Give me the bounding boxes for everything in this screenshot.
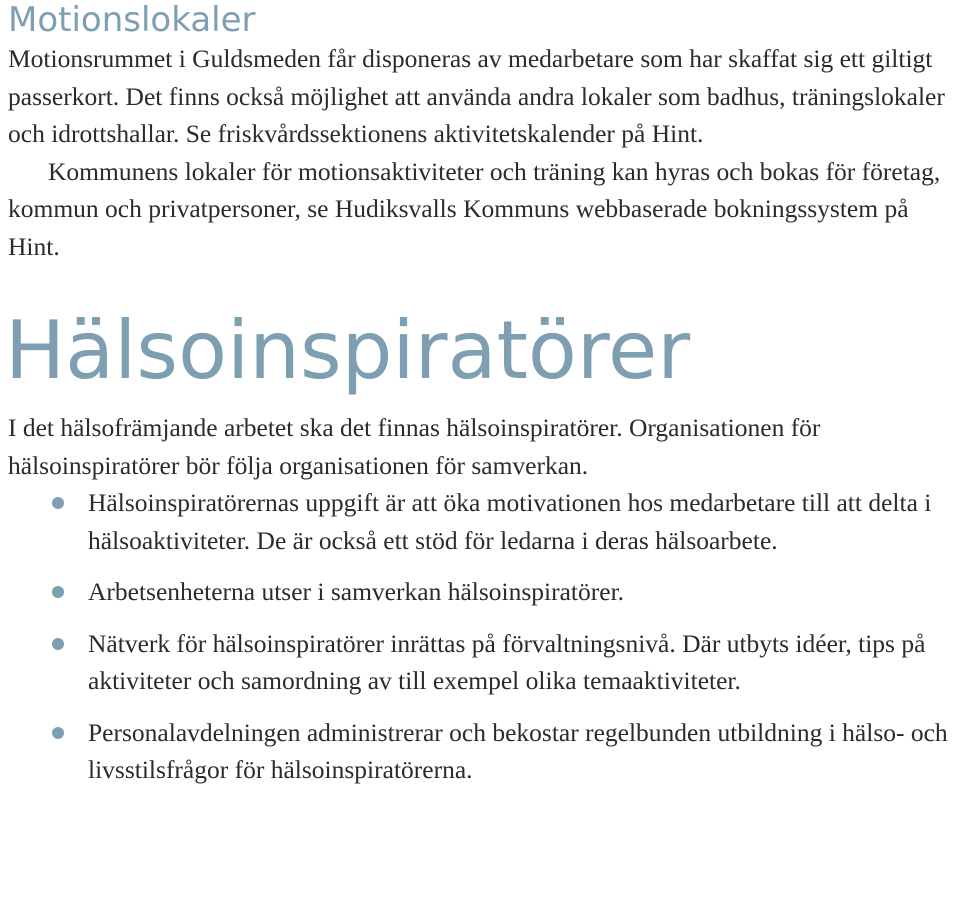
- list-item-text: Nätverk för hälsoinspiratörer inrättas på förvaltningsnivå. Där utbyts idéer, tips på aktiviteter och samordning av till exempel olika temaaktiviteter.: [88, 628, 926, 695]
- bullet-list: [8, 484, 960, 789]
- paragraph-intro: I det hälsofrämjande arbetet ska det finnas hälsoinspiratörer. Organisationen för hälsoinspiratörer bör följa organisationen för samverkan.: [8, 413, 821, 480]
- section-motionslokaler: [8, 0, 960, 265]
- bullet-icon: [52, 497, 64, 509]
- document-page: [5, 0, 960, 789]
- bullet-icon: [52, 727, 64, 739]
- paragraph-motionsrummet: Motionsrummet i Guldsmeden får disponeras av medarbetare som har skaffat sig ett giltigt passerkort. Det finns också möjlighet att använda andra lokaler som badhus, träningslokaler och idrottshallar. Se friskvårdssektionens aktivitetskalender på Hint.: [8, 44, 945, 148]
- list-item-text: Hälsoinspiratörernas uppgift är att öka motivationen hos medarbetare till att delta i hälsoaktiviteter. De är också ett stöd för ledarna i deras hälsoarbete.: [88, 488, 932, 555]
- paragraph-kommunens-lokaler: Kommunens lokaler för motionsaktiviteter och träning kan hyras och bokas för företag, kommun och privatpersoner, se Hudiksvalls Kommuns webbaserade bokningssystem på Hint.: [8, 156, 941, 261]
- list-item: [8, 484, 960, 559]
- list-item: [8, 714, 960, 789]
- list-item-text: Arbetsenheterna utser i samverkan hälsoinspiratörer.: [88, 577, 625, 606]
- section-halsoinspiratorer: [5, 303, 960, 789]
- bullet-icon: [52, 586, 64, 598]
- list-item: [8, 625, 960, 700]
- bullet-icon: [52, 638, 64, 650]
- heading-motionslokaler: Motionslokaler: [8, 0, 256, 40]
- heading-halsoinspiratorer: Hälsoinspiratörer: [5, 304, 691, 397]
- list-item-text: Personalavdelningen administrerar och bekostar regelbunden utbildning i hälso- och livsstilsfrågor för hälsoinspiratörerna.: [88, 717, 948, 784]
- list-item: [8, 573, 960, 611]
